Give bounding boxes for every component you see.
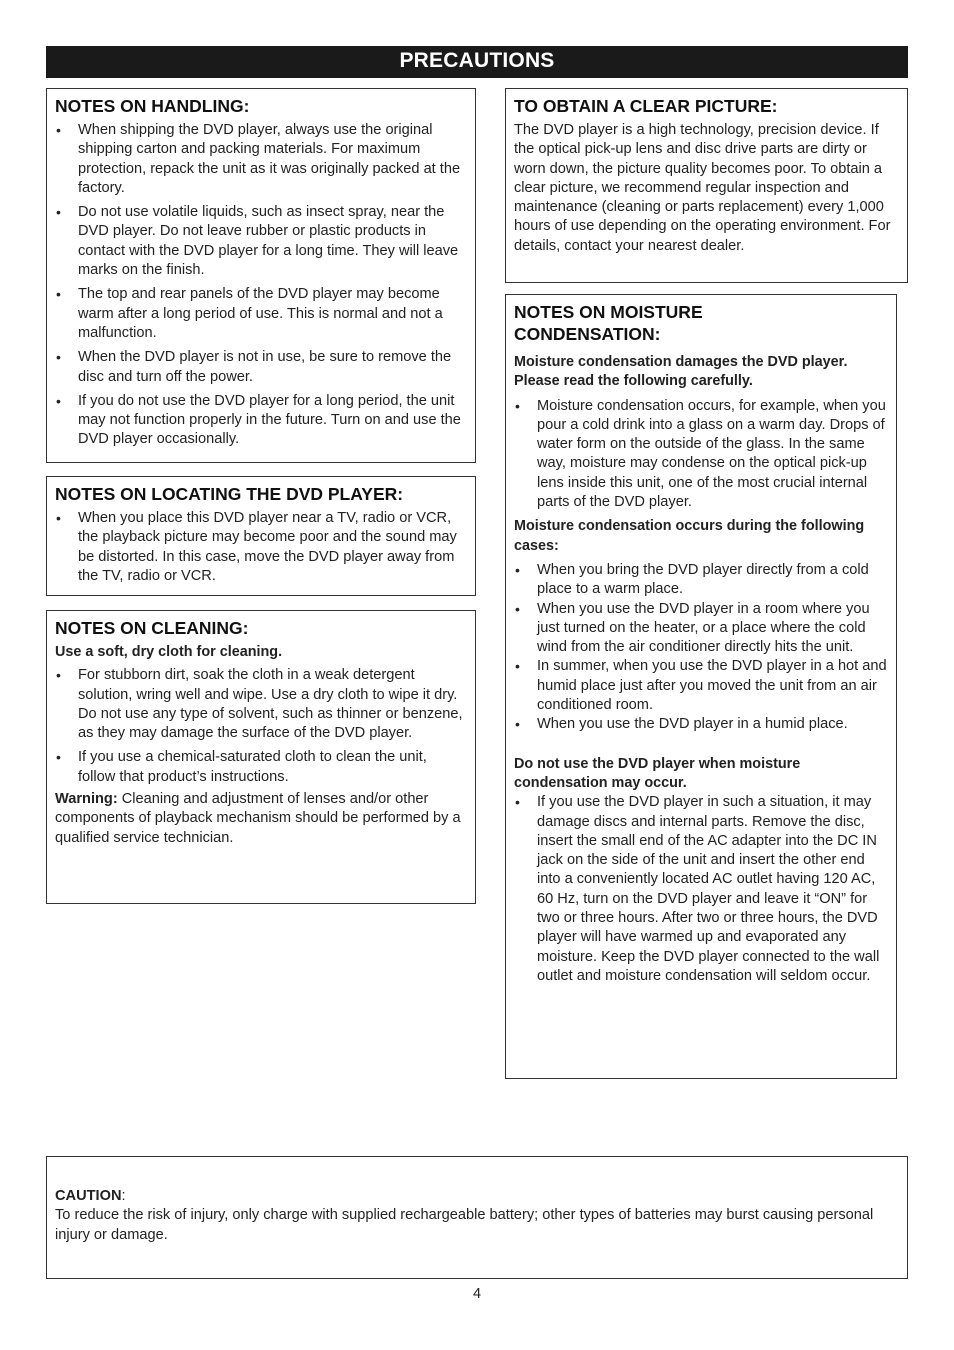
moisture-section (505, 294, 897, 1079)
handling-heading: NOTES ON HANDLING: (55, 96, 250, 116)
warning-label: Warning: (55, 791, 118, 808)
moisture-cases-list (514, 561, 888, 735)
picture-body: The DVD player is a high technology, precision device. If the optical pick-up lens and disc drive parts are dirty or worn down, the picture quality becomes poor. To obtain a clear picture, we recommend regular inspection and maintenance (cleaning or parts replacement) every 1,000 hours of use depending on the operating environment. For details, contact your nearest dealer. (514, 122, 891, 254)
list-item: • If you use the DVD player in such a situation, it may damage discs and internal parts. Remove the disc, insert the small end of the AC adapter into the DC IN jack on the side of the unit and insert the other end into a conveniently located AC outlet having 120 AC, 60 Hz, turn on the DVD player and leave it “ON” for two or three hours. After two or three hours, the DVD player will have warmed up and evaporated any moisture. Keep the DVD player connected to the wall outlet and moisture condensation will seldom occur. (514, 793, 888, 986)
caution-box (46, 1156, 908, 1279)
page-title: PRECAUTIONS (46, 46, 908, 78)
list-item: • In summer, when you use the DVD player in a hot and humid place just after you moved the unit from an air conditioned room. (514, 657, 888, 715)
locating-list (55, 509, 467, 586)
locating-heading: NOTES ON LOCATING THE DVD PLAYER: (55, 484, 404, 504)
moisture-donot-heading: Do not use the DVD player when moisture condensation may occur. (514, 755, 801, 791)
moisture-heading: NOTES ON MOISTURE CONDENSATION: (514, 302, 703, 344)
cleaning-subheading: Use a soft, dry cloth for cleaning. (55, 644, 283, 660)
list-item: • Do not use volatile liquids, such as insect spray, near the DVD player. Do not leave rubber or plastic products in contact with the DVD player for a long time. They will leave marks on the finish. (55, 203, 467, 280)
list-item: • When shipping the DVD player, always use the original shipping carton and packing materials. For maximum protection, repack the unit as it was originally packed at the factory. (55, 121, 467, 198)
caution-label: CAUTION (55, 1188, 122, 1204)
list-item: • If you do not use the DVD player for a long period, the unit may not function properly in the future. Turn on and use the DVD player occasionally. (55, 392, 467, 450)
list-item: • When you place this DVD player near a TV, radio or VCR, the playback picture may become poor and the sound may be distorted. In this case, move the DVD player away from the TV, radio or VCR. (55, 509, 467, 586)
moisture-intro: Moisture condensation damages the DVD player. Please read the following carefully. (514, 354, 848, 390)
list-item: • When the DVD player is not in use, be sure to remove the disc and turn off the power. (55, 348, 467, 387)
list-item: • When you use the DVD player in a humid place. (514, 715, 888, 734)
handling-list (55, 121, 467, 450)
cleaning-warning (55, 790, 467, 848)
cleaning-section (46, 610, 476, 904)
moisture-list (514, 397, 888, 513)
caution-colon: : (121, 1188, 126, 1204)
moisture-cases-heading: Moisture condensation occurs during the following cases: (514, 518, 865, 554)
list-item: • Moisture condensation occurs, for example, when you pour a cold drink into a glass on a warm day. Drops of water form on the outside of the glass. In the same way, moisture may condense on the optical pick-up lens inside this unit, one of the most crucial internal parts of the DVD player. (514, 397, 888, 513)
picture-heading: TO OBTAIN A CLEAR PICTURE: (514, 96, 778, 116)
moisture-donot-list (514, 793, 888, 986)
warning-text: Cleaning and adjustment of lenses and/or other components of playback mechanism should be performed by a qualified service technician. (55, 791, 461, 846)
list-item: • When you bring the DVD player directly from a cold place to a warm place. (514, 561, 888, 600)
picture-section (505, 88, 908, 283)
list-item: • For stubborn dirt, soak the cloth in a weak detergent solution, wring well and wipe. Use a dry cloth to wipe it dry. Do not use any type of solvent, such as thinner or benzene, as they may damage the surface of the DVD player. (55, 666, 467, 743)
cleaning-list (55, 666, 467, 787)
page-number: 4 (472, 1286, 482, 1302)
cleaning-heading: NOTES ON CLEANING: (55, 618, 249, 638)
caution-title (55, 1187, 899, 1206)
list-item: • If you use a chemical-saturated cloth to clean the unit, follow that product’s instructions. (55, 748, 467, 787)
handling-section (46, 88, 476, 463)
caution-text: To reduce the risk of injury, only charge with supplied rechargeable battery; other types of batteries may burst causing personal injury or damage. (55, 1207, 874, 1243)
list-item: • When you use the DVD player in a room where you just turned on the heater, or a place where the cold wind from the air conditioner directly hits the unit. (514, 600, 888, 658)
locating-section (46, 476, 476, 596)
list-item: • The top and rear panels of the DVD player may become warm after a long period of use. This is normal and not a malfunction. (55, 285, 467, 343)
